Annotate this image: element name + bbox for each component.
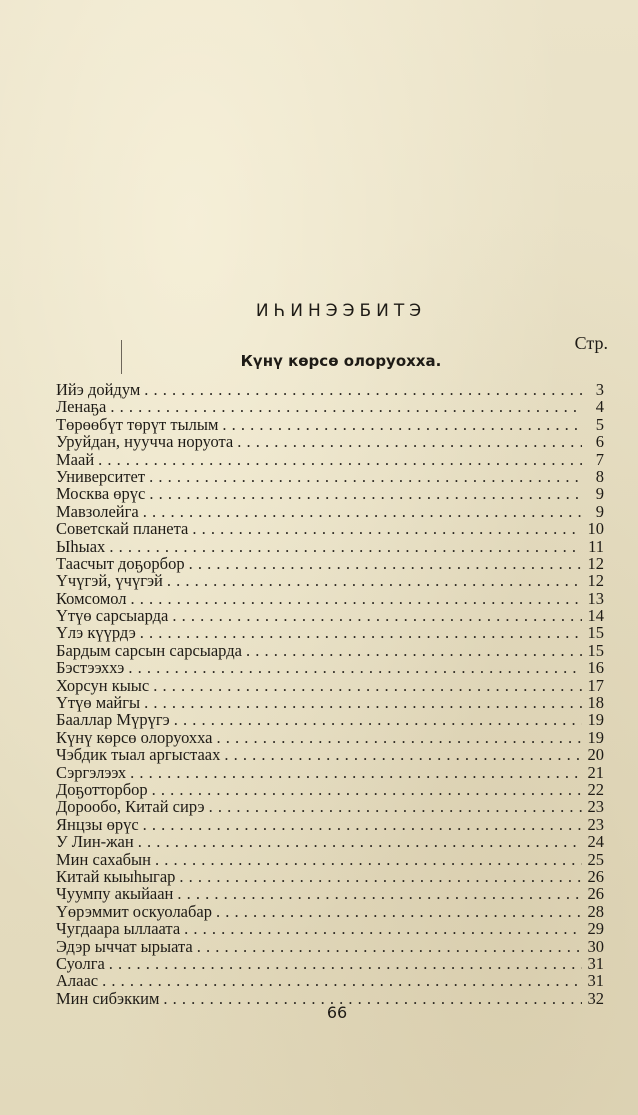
toc-entry — [56, 572, 604, 589]
dot-leader — [152, 781, 582, 798]
dot-leader — [131, 590, 582, 607]
toc-entry-page: 13 — [587, 588, 604, 608]
toc-entry — [56, 729, 604, 746]
toc-entry — [56, 416, 604, 433]
toc-entry-page: 24 — [587, 832, 604, 852]
toc-entry-page: 15 — [587, 640, 604, 660]
dot-leader — [217, 729, 582, 746]
toc-entry-title: Университет — [56, 466, 146, 486]
dot-leader — [224, 746, 582, 763]
toc-entry-title: Ийэ дойдум — [56, 380, 141, 399]
toc-entry-title: Советскай планета — [56, 519, 189, 539]
toc-entry-title: Маай — [56, 449, 95, 469]
dot-leader — [149, 485, 582, 502]
toc-entry — [56, 798, 604, 815]
dot-leader — [102, 972, 582, 989]
dot-leader — [222, 416, 582, 433]
dot-leader — [197, 938, 582, 955]
toc-entry-page: 19 — [587, 727, 604, 747]
dot-leader — [143, 816, 582, 833]
toc-entry — [56, 920, 604, 937]
toc-entry-page: 31 — [587, 953, 604, 973]
contents-heading: ИҺИНЭЭБИТЭ — [255, 301, 427, 321]
dot-leader — [179, 868, 582, 885]
toc-entry-title: Комсомол — [56, 588, 127, 608]
toc-entry-title: Китай кыыhыгар — [56, 866, 176, 886]
toc-entry — [56, 972, 604, 989]
toc-entry-title: Мин сибэкким — [56, 988, 160, 1008]
toc-entry-page: 5 — [595, 414, 604, 434]
toc-entry-title: Ленаҕа — [56, 397, 107, 417]
dot-leader — [209, 798, 582, 815]
toc-entry-title: Үтүө сарсыарда — [56, 606, 169, 626]
toc-entry-title: Хорсун кыыс — [56, 675, 150, 695]
toc-entry-title: Сэргэлээх — [56, 762, 127, 782]
toc-entry-title: Чугдаара ыллаата — [56, 919, 181, 939]
toc-entry-title: Янцзы өрүс — [56, 814, 139, 834]
dot-leader — [144, 694, 582, 711]
toc-entry — [56, 555, 604, 572]
toc-entry-title: Бэстээххэ — [56, 658, 125, 678]
table-of-contents — [56, 381, 604, 1007]
toc-entry — [56, 520, 604, 537]
toc-entry-page: 26 — [587, 866, 604, 886]
toc-entry — [56, 711, 604, 728]
page-number: 66 — [326, 1003, 348, 1022]
toc-entry-page: 11 — [588, 536, 604, 556]
toc-entry-page: 17 — [587, 675, 604, 695]
toc-entry-title: Таасчыт доҕорбор — [56, 553, 185, 573]
toc-entry-page: 14 — [587, 606, 604, 626]
toc-entry — [56, 468, 604, 485]
dot-leader — [172, 607, 582, 624]
toc-entry-title: Доҕотторбор — [56, 779, 148, 799]
toc-entry-page: 19 — [587, 710, 604, 730]
toc-entry-page: 3 — [595, 380, 604, 399]
toc-entry — [56, 485, 604, 502]
toc-entry — [56, 607, 604, 624]
toc-entry — [56, 955, 604, 972]
toc-entry-page: 32 — [587, 988, 604, 1008]
toc-entry-title: Мин сахабын — [56, 849, 151, 869]
page-column-label: Стр. — [574, 333, 608, 353]
section-title: Күнү көрсө олоруохха. — [240, 352, 442, 370]
toc-entry — [56, 503, 604, 520]
toc-entry-title: Төрөөбүт төрүт тылым — [56, 414, 219, 434]
dot-leader — [138, 833, 582, 850]
dot-leader — [155, 851, 582, 868]
toc-entry-page: 31 — [587, 971, 604, 991]
toc-entry-title: Мавзолейга — [56, 501, 139, 521]
dot-leader — [167, 572, 582, 589]
toc-entry — [56, 538, 604, 555]
toc-entry-title: Үтүө майгы — [56, 693, 141, 713]
toc-entry-title: Чэбдик тыал аргыстаах — [56, 745, 221, 765]
toc-entry — [56, 938, 604, 955]
toc-entry — [56, 590, 604, 607]
toc-entry — [56, 764, 604, 781]
toc-entry-page: 12 — [587, 553, 604, 573]
toc-entry — [56, 833, 604, 850]
toc-entry-title: У Лин-жан — [56, 832, 134, 852]
toc-entry-title: Москва өрүс — [56, 484, 146, 504]
toc-entry-page: 23 — [587, 814, 604, 834]
toc-entry-title: Күнү көрсө олоруохха — [56, 727, 213, 747]
toc-entry-page: 9 — [595, 484, 604, 504]
toc-entry-page: 22 — [587, 779, 604, 799]
dot-leader — [177, 885, 582, 902]
dot-leader — [189, 555, 582, 572]
toc-entry-page: 9 — [595, 501, 604, 521]
dot-leader — [109, 955, 582, 972]
toc-entry — [56, 885, 604, 902]
dot-leader — [110, 398, 582, 415]
toc-entry — [56, 851, 604, 868]
toc-entry-page: 23 — [587, 797, 604, 817]
toc-entry-page: 18 — [587, 693, 604, 713]
dot-leader — [130, 764, 582, 781]
dot-leader — [98, 451, 582, 468]
dot-leader — [216, 903, 582, 920]
toc-entry-page: 10 — [587, 519, 604, 539]
toc-entry — [56, 398, 604, 415]
toc-entry-page: 6 — [595, 432, 604, 452]
toc-entry-page: 20 — [587, 745, 604, 765]
dot-leader — [149, 468, 582, 485]
toc-entry — [56, 694, 604, 711]
toc-entry-title: Бардым сарсын сарсыарда — [56, 640, 242, 660]
dot-leader — [109, 538, 582, 555]
toc-entry — [56, 677, 604, 694]
toc-entry — [56, 433, 604, 450]
toc-entry-page: 28 — [587, 901, 604, 921]
dot-leader — [184, 920, 582, 937]
toc-entry — [56, 781, 604, 798]
toc-entry-page: 15 — [587, 623, 604, 643]
toc-entry-page: 4 — [595, 397, 604, 417]
toc-entry-page: 26 — [587, 884, 604, 904]
toc-entry — [56, 816, 604, 833]
dot-leader — [246, 642, 582, 659]
dot-leader — [153, 677, 582, 694]
toc-entry — [56, 903, 604, 920]
toc-entry-title: Чуумпу акыйаан — [56, 884, 174, 904]
toc-entry-title: Үлэ күүрдэ — [56, 623, 136, 643]
dot-leader — [237, 433, 582, 450]
dot-leader — [144, 381, 582, 398]
toc-entry — [56, 868, 604, 885]
toc-entry-page: 8 — [595, 466, 604, 486]
toc-entry-page: 29 — [587, 919, 604, 939]
toc-entry — [56, 624, 604, 641]
dot-leader — [140, 624, 582, 641]
toc-entry — [56, 451, 604, 468]
toc-entry-title: Эдэр ыччат ырыата — [56, 936, 193, 956]
toc-entry-title: Ыhыах — [56, 536, 106, 556]
dot-leader — [143, 503, 582, 520]
toc-entry-title: Уруйдан, нууччa норуота — [56, 432, 234, 452]
dot-leader — [192, 520, 582, 537]
toc-entry-page: 30 — [587, 936, 604, 956]
toc-entry-title: Дорообо, Китай сирэ — [56, 797, 205, 817]
dot-leader — [174, 711, 582, 728]
toc-entry-title: Алаас — [56, 971, 99, 991]
toc-entry — [56, 642, 604, 659]
toc-entry-page: 7 — [595, 449, 604, 469]
toc-entry — [56, 659, 604, 676]
toc-entry-title: Суолга — [56, 953, 105, 973]
toc-entry — [56, 381, 604, 398]
toc-entry — [56, 746, 604, 763]
toc-entry-page: 12 — [587, 571, 604, 591]
toc-entry-title: Бааллар Мүрүгэ — [56, 710, 170, 730]
toc-entry-page: 25 — [587, 849, 604, 869]
toc-entry-title: Үөрэммит оскуолабар — [56, 901, 212, 921]
toc-entry-page: 16 — [587, 658, 604, 678]
toc-entry-title: Үчүгэй, үчүгэй — [56, 571, 163, 591]
dot-leader — [128, 659, 582, 676]
toc-entry-page: 21 — [587, 762, 604, 782]
